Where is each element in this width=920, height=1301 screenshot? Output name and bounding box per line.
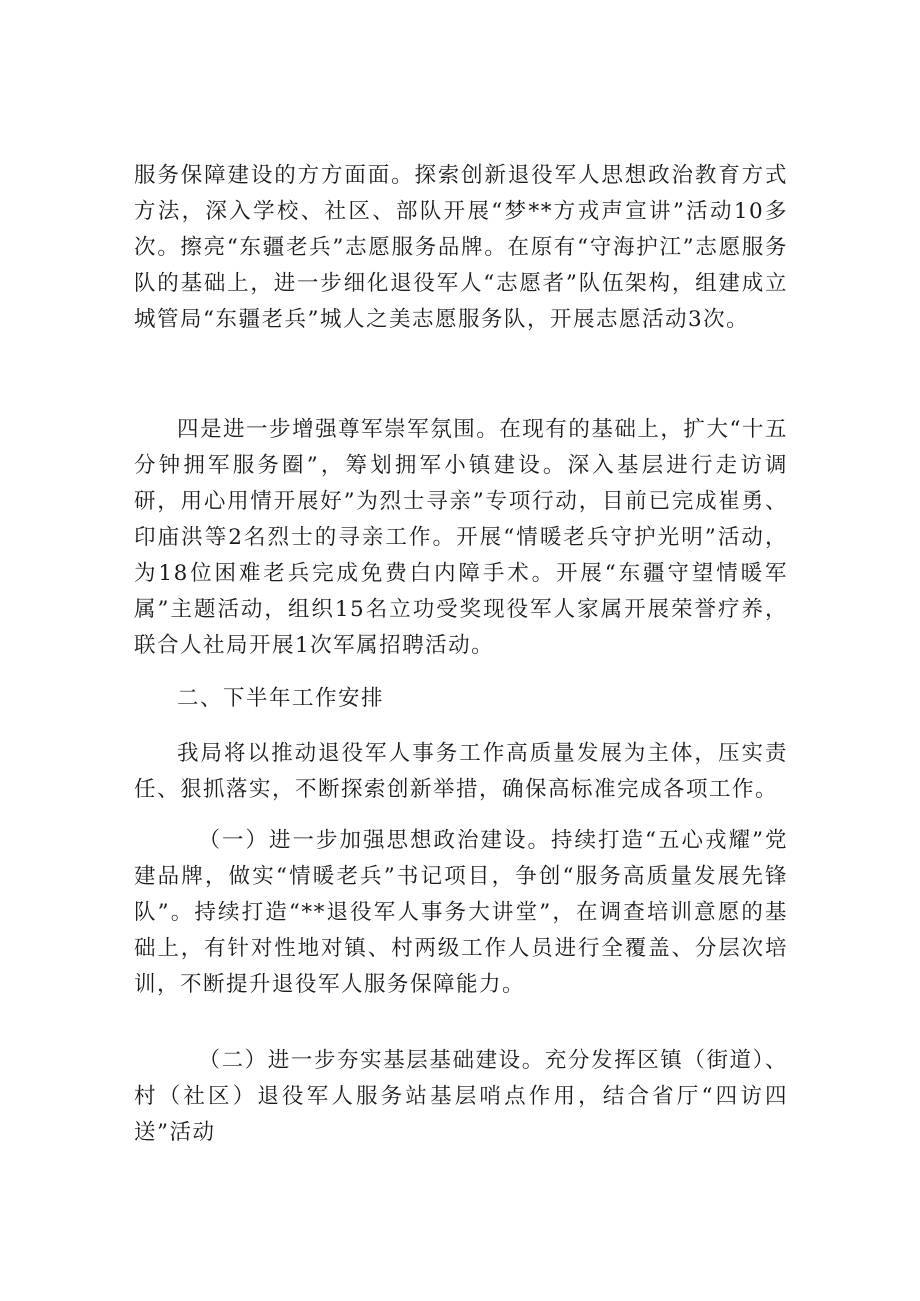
paragraph-grassroots-building: （二）进一步夯实基层基础建设。充分发挥区镇（街道）、村（社区）退役军人服务站基层哨点作用，结合省厅“四访四送”活动 — [134, 1048, 788, 1145]
paragraph-respect-military: 四是进一步增强尊军崇军氛围。在现有的基础上，扩大“十五分钟拥军服务圈”，筹划拥军小镇建设。深入基层进行走访调研，用心用情开展好”为烈士寻亲”专项行动，目前已完成崔勇、印庙洪等2名烈士的寻亲工作。开展“情暖老兵守护光明”活动，为18位困难老兵完成免费白内障手术。开展“东疆守望情暖军属”主题活动，组织15名立功受奖现役军人家属开展荣誉疗养，联合人社局开展1次军属招聘活动。 — [134, 417, 788, 658]
section-heading-second-half: 二、下半年工作安排 — [177, 686, 385, 711]
paragraph-political-building: （一）进一步加强思想政治建设。持续打造“五心戎耀”党建品牌，做实“情暖老兵”书记项目，争创“服务高质量发展先锋队”。持续打造“**退役军人事务大讲堂”，在调查培训意愿的基础上，有针对性地对镇、村两级工作人员进行全覆盖、分层次培训，不断提升退役军人服务保障能力。 — [134, 828, 788, 997]
paragraph-volunteer-service: 服务保障建设的方方面面。探索创新退役军人思想政治教育方式方法，深入学校、社区、部队开展“梦**方戎声宣讲”活动10多次。擦亮“东疆老兵”志愿服务品牌。在原有“守海护江”志愿服务队的基础上，进一步细化退役军人“志愿者”队伍架构，组建成立城管局“东疆老兵”城人之美志愿服务队，开展志愿活动3次。 — [134, 163, 788, 332]
paragraph-work-overview: 我局将以推动退役军人事务工作高质量发展为主体，压实责任、狠抓落实，不断探索创新举措，确保高标准完成各项工作。 — [134, 741, 788, 802]
